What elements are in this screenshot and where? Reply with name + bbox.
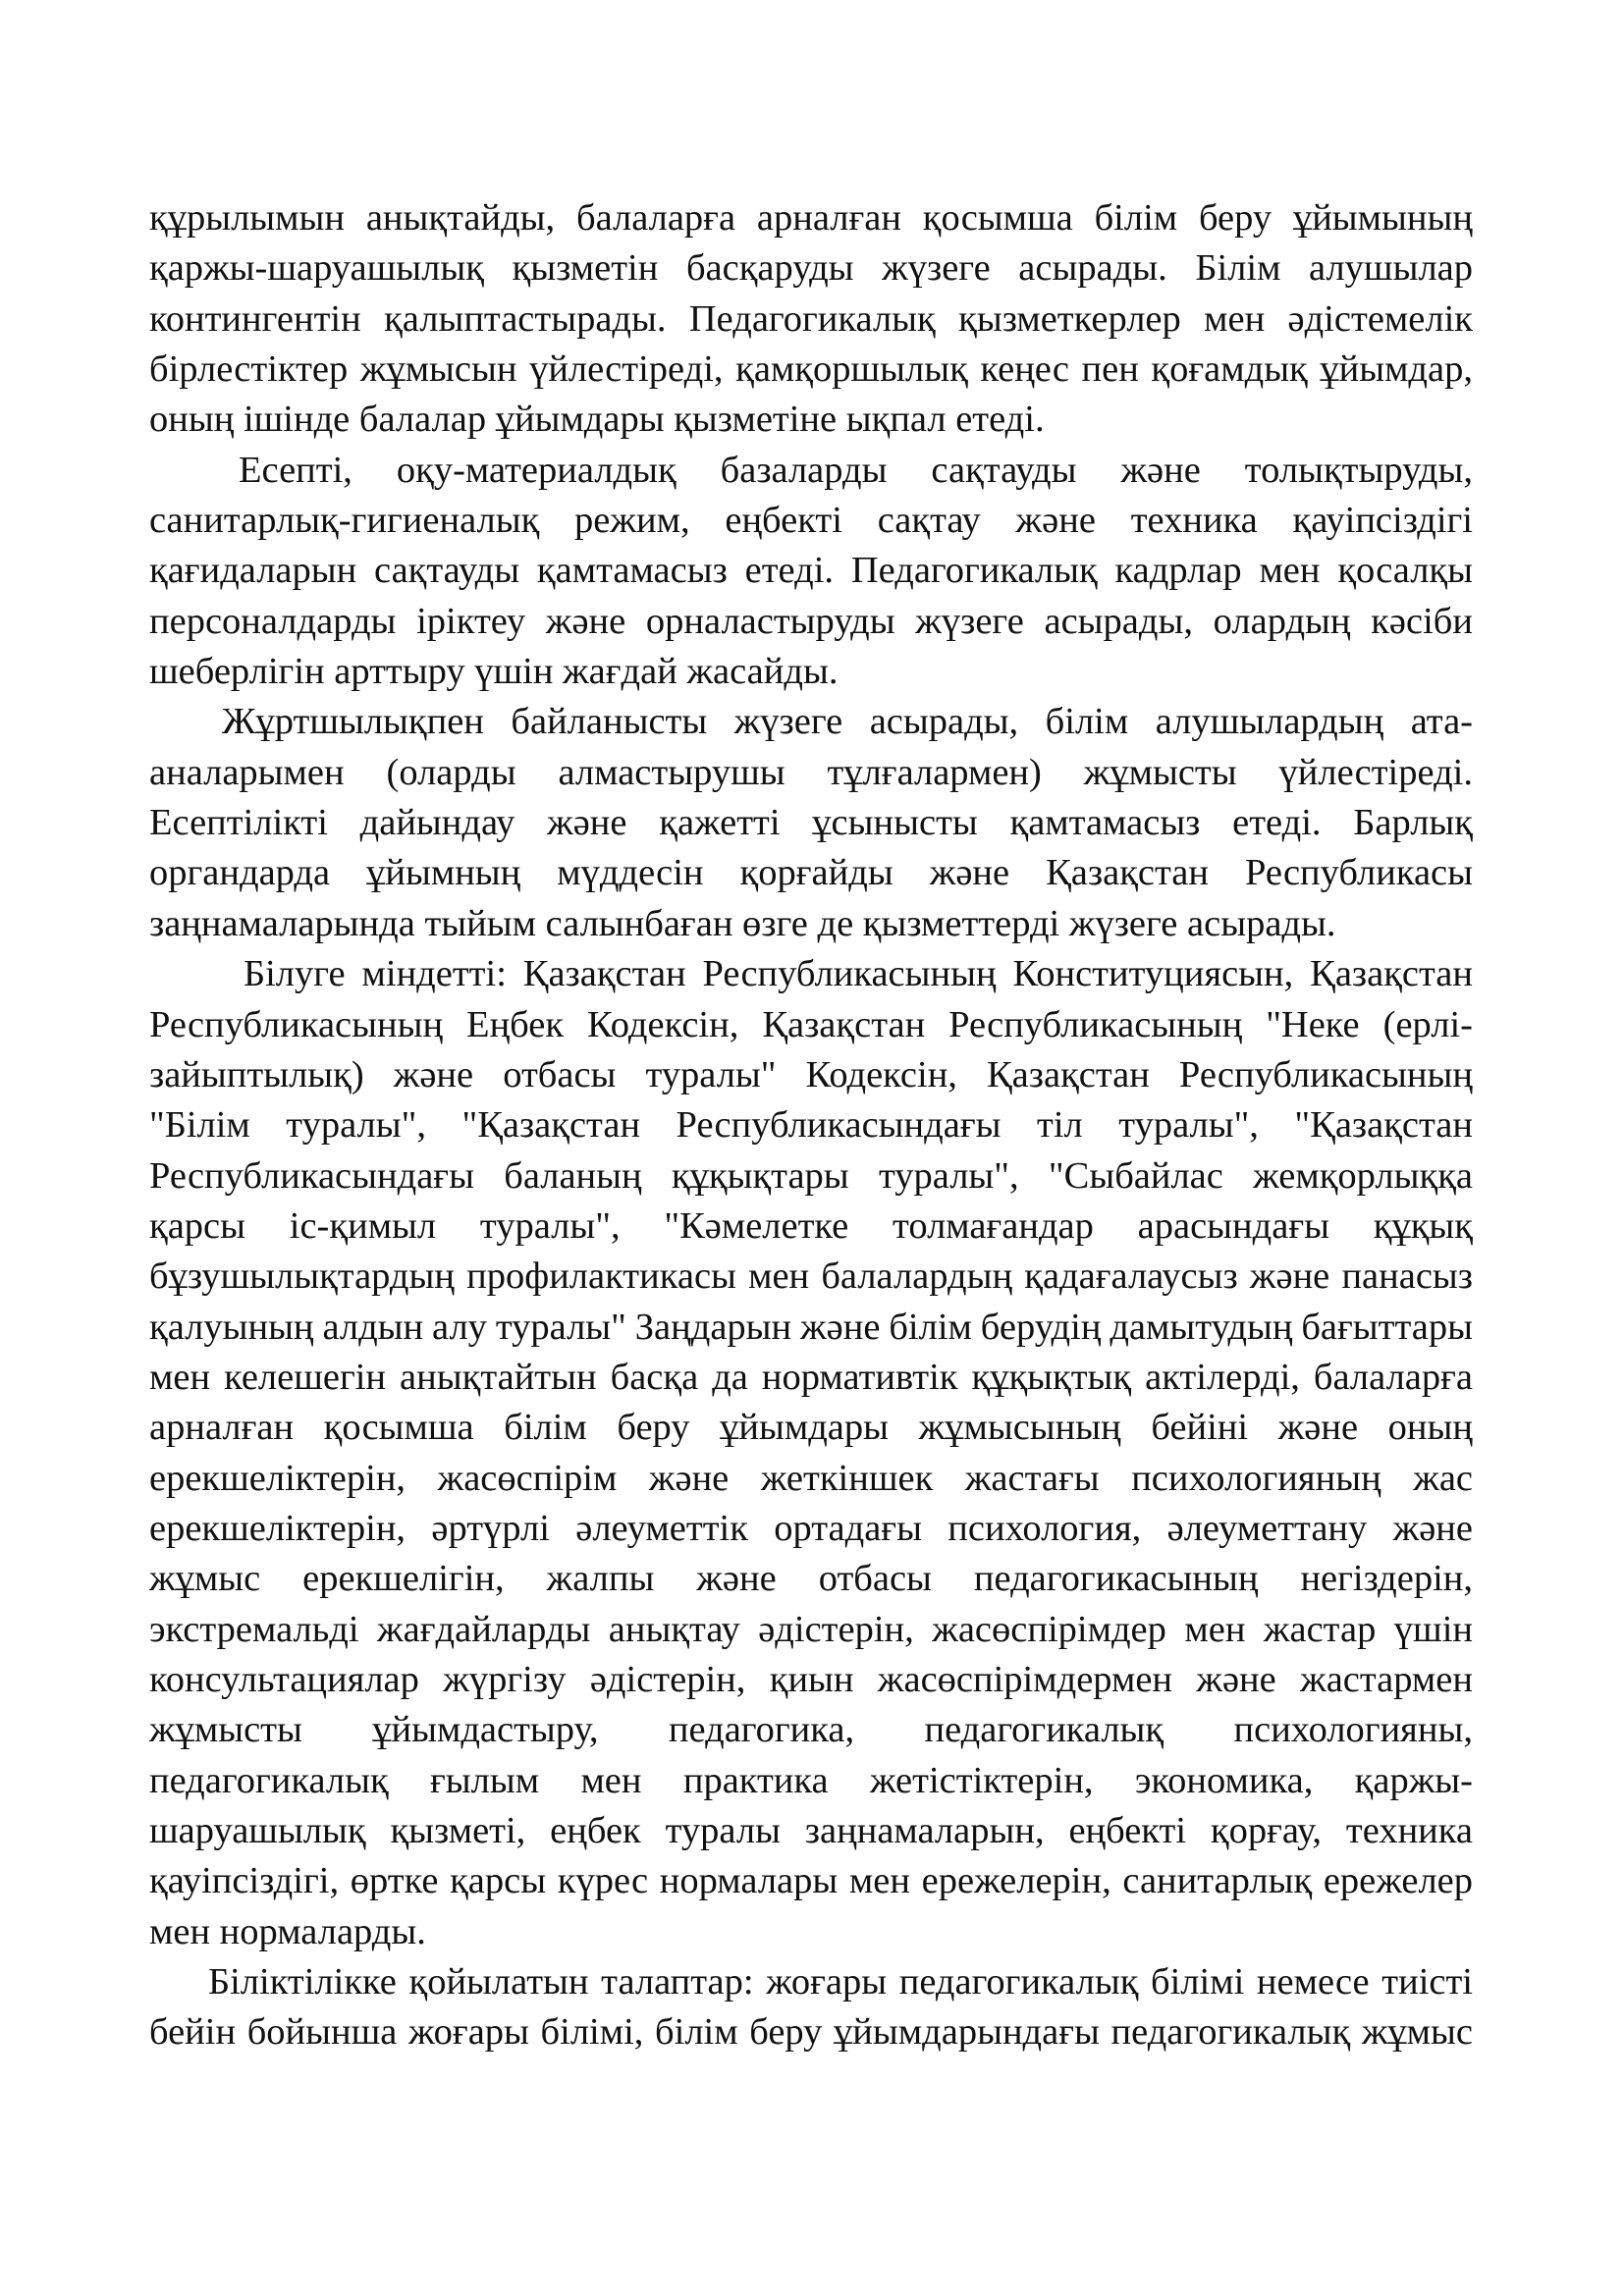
text-line: қауіпсіздігі, өртке қарсы күрес нормалары мен ережелерін, санитарлық ережелер xyxy=(149,1860,1473,1902)
text-line: органдарда ұйымның мүддесін қорғайды және Қазақстан Республикасы xyxy=(149,852,1473,894)
text-line: жұмысты ұйымдастыру, педагогика, педагогикалық психологияны, xyxy=(149,1709,1473,1751)
text-line: бейін бойынша жоғары білімі, білім беру ұйымдарындағы педагогикалық жұмыс xyxy=(149,2011,1474,2054)
text-line: Жұртшылықпен байланысты жүзеге асырады, білім алушылардың ата- xyxy=(222,701,1473,743)
text-line: заңнамаларында тыйым салынбаған өзге де қызметтерді жүзеге асырады. xyxy=(149,902,1336,944)
text-line: "Білім туралы", "Қазақстан Республикасындағы тіл туралы", "Қазақстан xyxy=(149,1104,1473,1147)
text-line: бірлестіктер жұмысын үйлестіреді, қамқоршылық кеңес пен қоғамдық ұйымдар, xyxy=(149,348,1473,391)
text-line: бұзушылықтардың профилактикасы мен балалардың қадағалаусыз және панасыз xyxy=(149,1255,1473,1298)
text-line: қағидаларын сақтауды қамтамасыз етеді. Педагогикалық кадрлар мен қосалқы xyxy=(149,550,1473,592)
text-line: Есепті, оқу-материалдық базаларды сақтауды және толықтыруды, xyxy=(239,449,1473,491)
text-line: санитарлық-гигиеналық режим, еңбекті сақтау және техника қауіпсіздігі xyxy=(149,500,1473,542)
text-line: құрылымын анықтайды, балаларға арналған қосымша білім беру ұйымының xyxy=(149,197,1473,239)
paragraph-qualification-requirements xyxy=(149,1957,1473,2058)
text-line: мен нормаларды. xyxy=(149,1910,426,1952)
text-line: Есептілікті дайындау және қажетті ұсынысты қамтамасыз етеді. Барлық xyxy=(149,802,1473,844)
text-line: жұмыс ерекшелігін, жалпы және отбасы педагогикасының негіздерін, xyxy=(149,1558,1473,1600)
text-line: контингентін қалыптастырады. Педагогикалық қызметкерлер мен әдістемелік xyxy=(149,297,1473,340)
text-line: консультациялар жүргізу әдістерін, қиын жасөспірімдермен және жастармен xyxy=(149,1658,1473,1700)
text-line: мен келешегін анықтайтын басқа да нормативтік құқықтық актілерді, балаларға xyxy=(149,1356,1473,1398)
paragraph-public-relations xyxy=(149,697,1473,949)
text-line: шеберлігін арттыру үшін жағдай жасайды. xyxy=(149,651,839,693)
text-line: зайыптылық) және отбасы туралы" Кодексін, Қазақстан Республикасының xyxy=(149,1053,1473,1095)
paragraph-responsibilities xyxy=(149,193,1473,446)
text-line: қаржы-шаруашылық қызметін басқаруды жүзеге асырады. Білім алушылар xyxy=(149,247,1473,290)
text-line: қалуының алдын алу туралы" Заңдарын және білім берудің дамытудың бағыттары xyxy=(149,1306,1473,1348)
text-line: Білуге міндетті: Қазақстан Республикасының Конституциясын, Қазақстан xyxy=(244,953,1473,995)
text-line: арналған қосымша білім беру ұйымдары жұмысының бейіні және оның xyxy=(149,1407,1473,1449)
text-line: Біліктілікке қойылатын талаптар: жоғары педагогикалық білімі немесе тиісті xyxy=(208,1961,1473,2003)
text-line: ерекшеліктерін, жасөспірім және жеткіншек жастағы психологияның жас xyxy=(149,1457,1473,1499)
paragraph-must-know xyxy=(149,949,1473,1957)
text-line: ерекшеліктерін, әртүрлі әлеуметтік ортадағы психология, әлеуметтану және xyxy=(149,1507,1473,1549)
text-line: оның ішінде балалар ұйымдары қызметіне ықпал етеді. xyxy=(149,399,1045,441)
text-line: экстремальді жағдайларды анықтау әдістерін, жасөспірімдер мен жастар үшін xyxy=(149,1608,1473,1650)
text-line: Республикасының Еңбек Кодексін, Қазақстан Республикасының "Неке (ерлі- xyxy=(149,1003,1474,1045)
paragraph-accounting xyxy=(149,446,1473,698)
body-text xyxy=(149,193,1473,2058)
text-line: аналарымен (оларды алмастырушы тұлғалармен) жұмысты үйлестіреді. xyxy=(149,751,1473,793)
text-line: педагогикалық ғылым мен практика жетістіктерін, экономика, қаржы- xyxy=(149,1759,1473,1801)
text-line: Республикасындағы баланың құқықтары туралы", "Сыбайлас жемқорлыққа xyxy=(149,1154,1473,1197)
text-line: қарсы іс-қимыл туралы", "Кәмелетке толмағандар арасындағы құқық xyxy=(149,1204,1473,1247)
text-line: шаруашылық қызметі, еңбек туралы заңнамаларын, еңбекті қорғау, техника xyxy=(149,1810,1473,1851)
text-line: персоналдарды іріктеу және орналастыруды жүзеге асырады, олардың кәсіби xyxy=(149,600,1473,642)
